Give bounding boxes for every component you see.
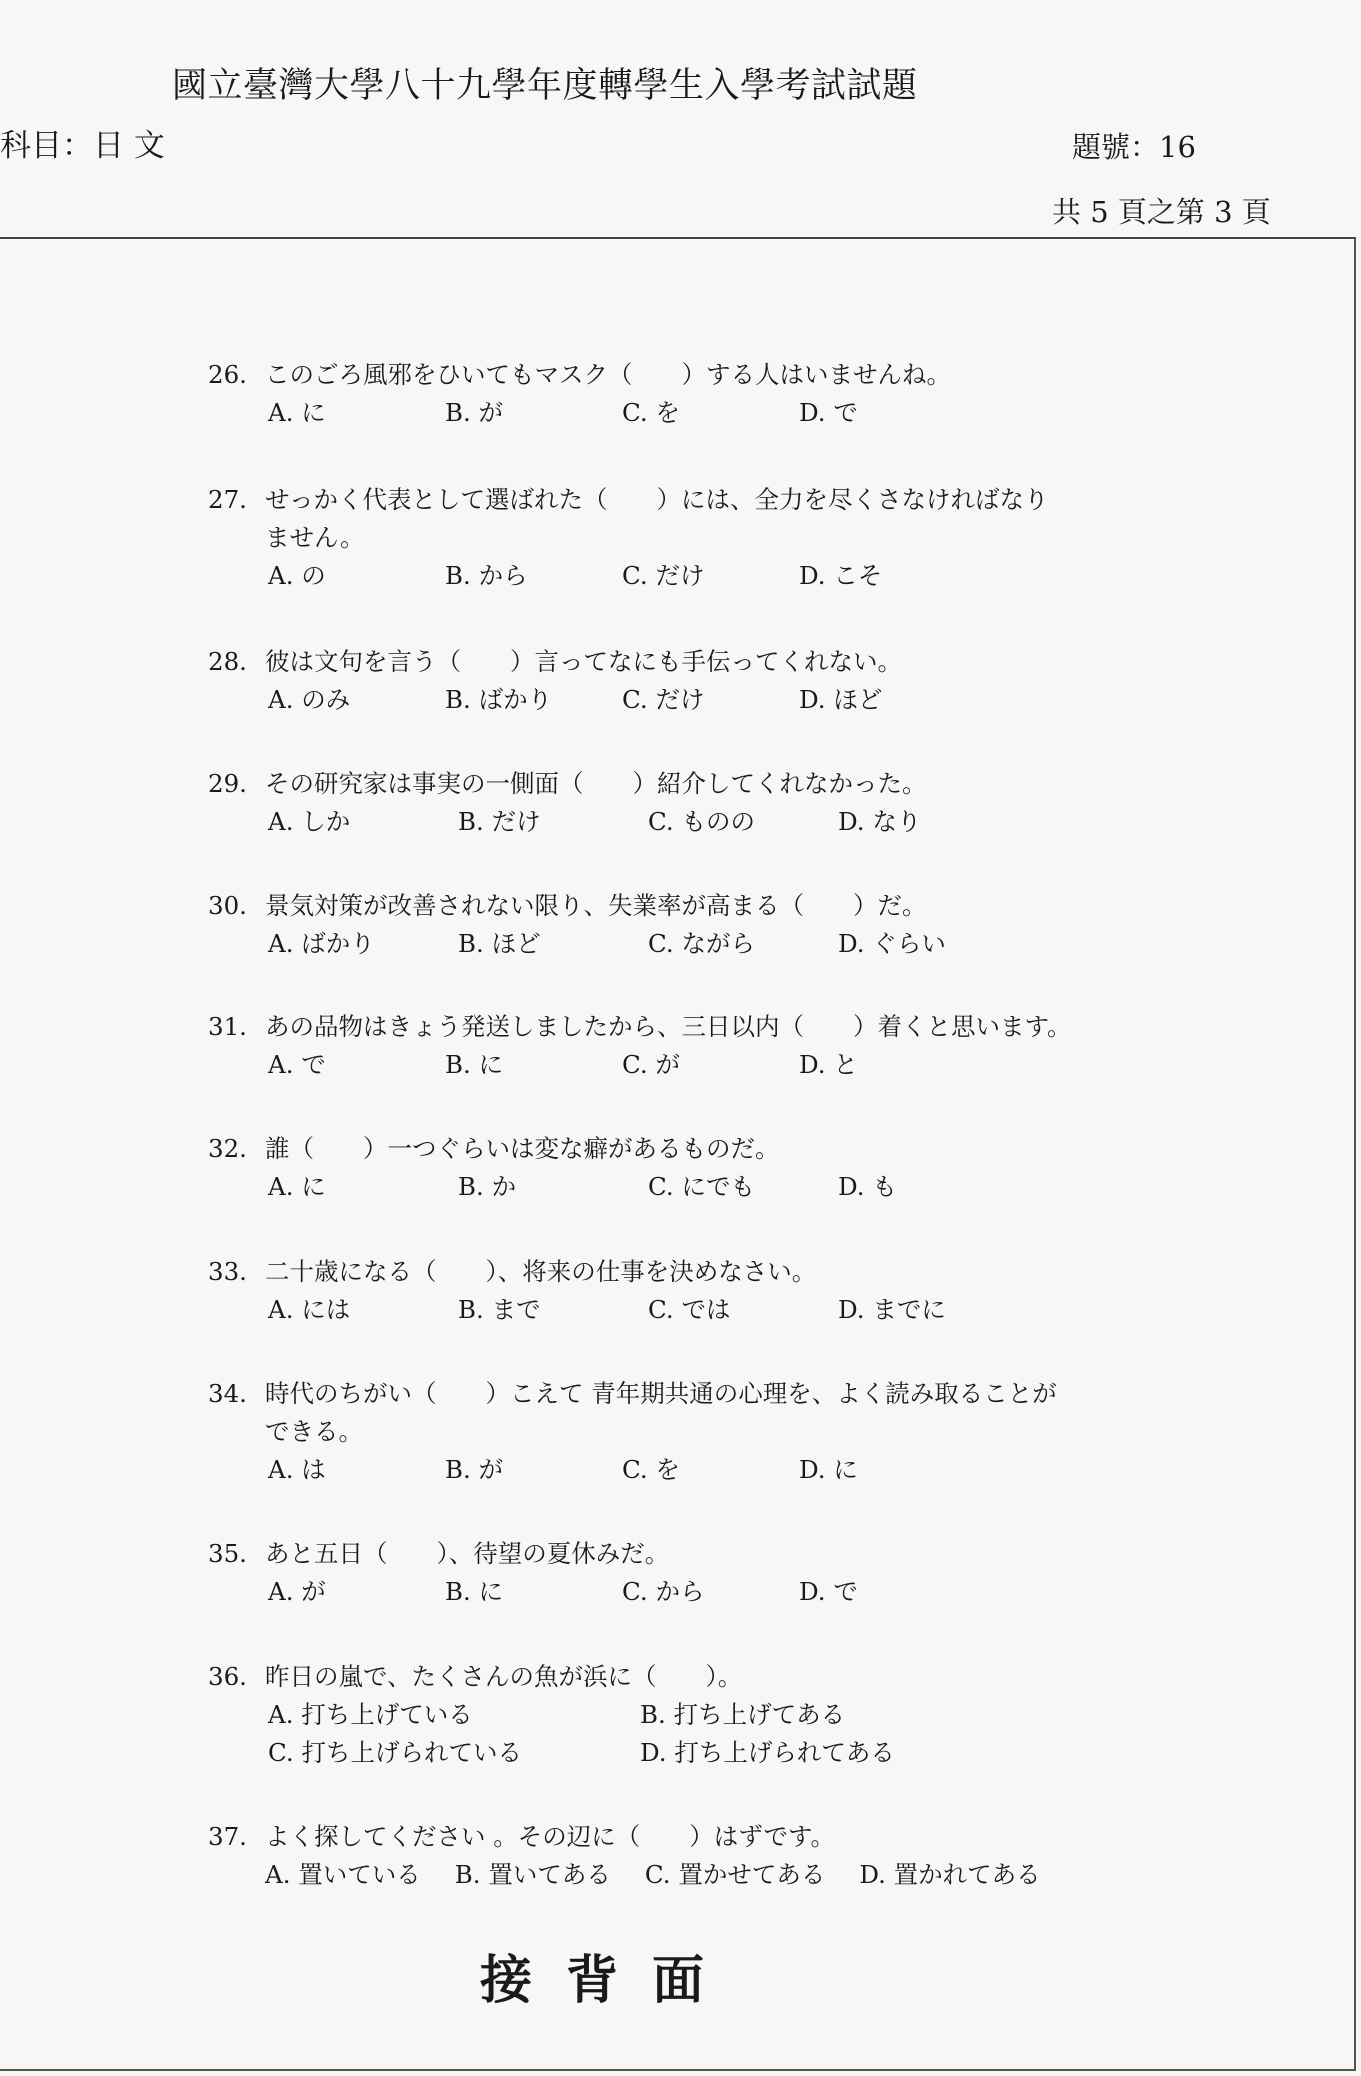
option-c: C. にでも (648, 1172, 755, 1201)
option-b: B. に (445, 1050, 504, 1079)
options (208, 1856, 1075, 1894)
exam-title: 國立臺灣大學八十九學年度轉學生入學考試試題 (172, 66, 918, 106)
question-number: 35. (208, 1539, 247, 1568)
option-a: A. ばかり (268, 929, 375, 958)
option-a: A. に (268, 398, 326, 427)
question-number: 33. (208, 1257, 247, 1286)
option-b: B. か (458, 1172, 517, 1201)
question-37 (208, 1818, 1075, 1894)
option-b: B. が (445, 1455, 504, 1484)
option-a: A. で (268, 1050, 326, 1079)
option-d: D. なり (838, 807, 922, 836)
options (208, 557, 1049, 595)
option-b: B. ばかり (445, 685, 553, 714)
question-30 (208, 887, 1028, 963)
option-b: B. まで (458, 1295, 541, 1324)
option-d: D. までに (838, 1295, 946, 1324)
question-text: その研究家は事実の一側面（ ）紹介してくれなかった。 (265, 769, 927, 798)
question-33 (208, 1253, 1028, 1329)
option-c: C. を (622, 1455, 680, 1484)
question-text: 誰（ ）一つぐらいは変な癖があるものだ。 (265, 1134, 780, 1163)
options (208, 1168, 1028, 1206)
options (208, 1734, 1012, 1772)
question-text: よく探してください 。その辺に（ ）はずです。 (265, 1822, 836, 1851)
question-text: あと五日（ ）、待望の夏休みだ。 (265, 1539, 670, 1568)
option-c: C. を (622, 398, 680, 427)
question-26 (208, 356, 976, 432)
option-a: A. には (268, 1295, 351, 1324)
option-b: B. に (445, 1577, 504, 1606)
question-29 (208, 765, 1028, 841)
option-a: A. が (268, 1577, 326, 1606)
option-b: B. 置いてある (454, 1860, 611, 1889)
question-27 (208, 481, 1049, 595)
option-c: C. では (648, 1295, 731, 1324)
option-d: D. も (838, 1172, 897, 1201)
question-text: 時代のちがい（ ）こえて 青年期共通の心理を、よく読み取ることが (265, 1379, 1057, 1408)
question-32 (208, 1130, 1028, 1206)
option-d: D. ほど (799, 685, 883, 714)
question-number: 37. (208, 1822, 247, 1851)
option-b: B. ほど (458, 929, 541, 958)
option-c: C. だけ (622, 685, 705, 714)
option-d: D. で (799, 398, 858, 427)
option-a: A. 打ち上げている (268, 1700, 473, 1729)
question-number: 28. (208, 647, 247, 676)
question-text: あの品物はきょう発送しましたから、三日以内（ ）着くと思います。 (265, 1012, 1072, 1041)
question-number: 26. (208, 360, 247, 389)
option-d: D. 置かれてある (859, 1860, 1041, 1889)
question-36 (208, 1658, 1012, 1772)
question-text: 彼は文句を言う（ ）言ってなにも手伝ってくれない。 (265, 647, 902, 676)
options (208, 1573, 976, 1611)
option-c: C. が (622, 1050, 680, 1079)
question-number: 30. (208, 891, 247, 920)
turn-over-label: 接背面 (480, 1950, 739, 2011)
page-info-label: 共 5 頁之第 3 頁 (1052, 195, 1271, 229)
options (208, 1451, 1057, 1489)
option-a: A. に (268, 1172, 326, 1201)
option-a: A. は (268, 1455, 326, 1484)
option-a: A. のみ (268, 685, 351, 714)
option-b: B. から (445, 561, 528, 590)
subject-label: 科目：日 文 (0, 128, 165, 164)
option-c: C. ものの (648, 807, 755, 836)
options (208, 681, 976, 719)
option-c: C. 打ち上げられている (268, 1738, 522, 1767)
options (208, 394, 976, 432)
option-d: D. に (799, 1455, 858, 1484)
question-number: 32. (208, 1134, 247, 1163)
question-text-continued: できる。 (265, 1417, 363, 1446)
question-text: せっかく代表として選ばれた（ ）には、全力を尽くさなければなり (265, 485, 1049, 514)
question-number: 36. (208, 1662, 247, 1691)
question-text: 二十歳になる（ ）、将来の仕事を決めなさい。 (265, 1257, 817, 1286)
option-c: C. だけ (622, 561, 705, 590)
options (208, 1291, 1028, 1329)
option-d: D. ぐらい (838, 929, 946, 958)
option-a: A. しか (268, 807, 351, 836)
option-c: C. から (622, 1577, 705, 1606)
options (208, 1696, 1012, 1734)
option-d: D. で (799, 1577, 858, 1606)
question-text: 昨日の嵐で、たくさんの魚が浜に（ ）。 (265, 1662, 743, 1691)
question-number: 29. (208, 769, 247, 798)
option-d: D. と (799, 1050, 858, 1079)
option-c: C. 置かせてある (644, 1860, 826, 1889)
question-number-label: 題號：16 (1072, 130, 1196, 164)
option-b: B. が (445, 398, 504, 427)
question-number: 27. (208, 485, 247, 514)
option-c: C. ながら (648, 929, 755, 958)
option-d: D. 打ち上げられてある (640, 1738, 895, 1767)
question-text: 景気対策が改善されない限り、失業率が高まる（ ）だ。 (265, 891, 927, 920)
question-text-continued: ません。 (265, 523, 365, 552)
option-a: A. 置いている (265, 1860, 421, 1889)
question-28 (208, 643, 976, 719)
options (208, 925, 1028, 963)
question-35 (208, 1535, 976, 1611)
question-text: このごろ風邪をひいてもマスク（ ）する人はいませんね。 (265, 360, 951, 389)
option-b: B. だけ (458, 807, 541, 836)
question-number: 34. (208, 1379, 247, 1408)
options (208, 1046, 1072, 1084)
question-number: 31. (208, 1012, 247, 1041)
option-b: B. 打ち上げてある (640, 1700, 846, 1729)
option-a: A. の (268, 561, 326, 590)
options (208, 803, 1028, 841)
question-34 (208, 1375, 1057, 1489)
option-d: D. こそ (799, 561, 883, 590)
question-31 (208, 1008, 1072, 1084)
